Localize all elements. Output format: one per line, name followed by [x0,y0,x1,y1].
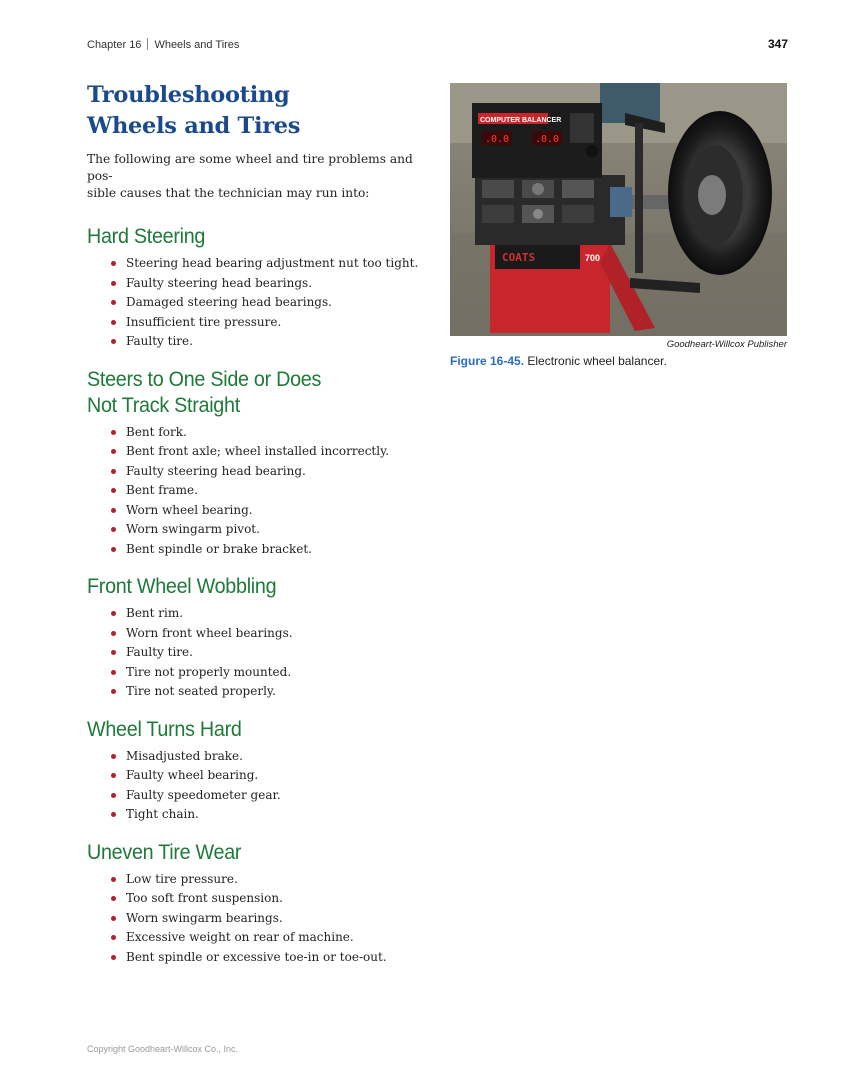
bullet-list [87,423,432,560]
running-header [87,37,788,53]
wheel-balancer-illustration [450,83,787,336]
list-item [107,332,432,352]
bullet-icon [111,469,116,474]
bullet-icon [111,754,116,759]
list-item-text: Faulty steering head bearings. [126,275,313,290]
list-item-text: Bent front axle; wheel installed incorrectly. [126,444,390,458]
list-item-text: Faulty tire. [126,645,193,659]
wheel-balancer-photo [450,83,787,336]
list-item [107,274,432,294]
bullet-icon [111,488,116,493]
list-item-text: Damaged steering head bearings. [126,295,332,309]
list-item-text: Insufficient tire pressure. [126,314,282,329]
section-heading-line-1: Hard Steering [87,225,206,248]
list-item [107,747,432,767]
bullet-icon [111,339,116,344]
list-item [107,481,432,501]
bullet-icon [111,261,116,266]
bullet-icon [111,547,116,552]
list-item [107,501,432,521]
list-item [107,423,432,443]
chapter-number: Chapter 16 [87,39,142,51]
bullet-icon [111,955,116,960]
list-item [107,442,432,462]
section-heading-line-1: Wheel Turns Hard [87,717,242,741]
readout-left: .0.0 [485,134,510,145]
bullet-icon [111,935,116,940]
section [87,367,432,560]
bullet-icon [111,281,116,286]
bullet-list [87,604,432,702]
section-heading-line-1: Front Wheel Wobbling [87,575,277,598]
figure-caption [450,354,667,368]
section-heading [87,224,411,250]
bullet-icon [111,449,116,454]
list-item [107,604,432,624]
list-item-text: Faulty wheel bearing. [126,768,259,782]
section-heading [87,717,411,743]
chapter-label [87,38,239,51]
list-item [107,805,432,825]
section-heading [87,367,411,419]
copyright-footer: Copyright Goodheart-Willcox Co., Inc. [87,1044,239,1054]
list-item [107,293,432,313]
list-item [107,462,432,482]
list-item-text: Tight chain. [126,807,199,821]
list-item-text: Worn swingarm bearings. [126,910,283,925]
bullet-icon [111,896,116,901]
list-item [107,540,432,560]
list-item-text: Worn swingarm pivot. [126,522,260,536]
bullet-icon [111,508,116,513]
list-item [107,948,432,968]
list-item-text: Bent frame. [126,483,198,497]
intro-line-1: The following are some wheel and tire problems and pos- [87,152,413,183]
section [87,574,432,702]
list-item [107,624,432,644]
bullet-icon [111,631,116,636]
list-item [107,928,432,948]
section [87,717,432,825]
list-item [107,870,432,890]
section [87,840,432,968]
list-item [107,766,432,786]
section-heading-line-1: Uneven Tire Wear [87,840,242,864]
bullet-list [87,870,432,968]
page-title [87,80,432,142]
header-divider [147,38,148,50]
list-item [107,254,432,274]
bullet-icon [111,670,116,675]
section [87,224,432,352]
list-item [107,682,432,702]
list-item-text: Low tire pressure. [126,871,238,886]
section-heading-line-1: Steers to One Side or Does [87,367,322,391]
list-item-text: Bent fork. [126,424,187,439]
list-item [107,643,432,663]
list-item-text: Worn wheel bearing. [126,502,253,517]
brand-decal: COATS [502,251,536,264]
list-item-text: Steering head bearing adjustment nut too tight. [126,256,419,270]
list-item-text: Misadjusted brake. [126,748,243,763]
bullet-icon [111,916,116,921]
bullet-icon [111,793,116,798]
bullet-icon [111,650,116,655]
bullet-icon [111,812,116,817]
list-item-text: Faulty tire. [126,334,193,348]
list-item-text: Excessive weight on rear of machine. [126,930,354,944]
section-heading-line-2: Not Track Straight [87,393,240,417]
list-item-text: Tire not properly mounted. [126,664,292,679]
list-item [107,786,432,806]
bullet-list [87,747,432,825]
troubleshooting-sections [87,224,432,967]
bullet-icon [111,430,116,435]
intro-line-2: sible causes that the technician may run into: [87,186,370,200]
list-item-text: Bent spindle or brake bracket. [126,541,312,556]
list-item-text: Worn front wheel bearings. [126,625,293,640]
main-column [87,80,432,967]
bullet-icon [111,877,116,882]
bullet-icon [111,320,116,325]
section-heading [87,840,411,866]
page-number: 347 [767,37,788,51]
list-item-text: Bent rim. [126,606,184,620]
list-item [107,313,432,333]
list-item [107,889,432,909]
photo-credit: Goodheart-Willcox Publisher [666,339,787,350]
readout-right: .0.0 [535,134,560,145]
list-item [107,520,432,540]
bullet-icon [111,300,116,305]
chapter-title: Wheels and Tires [154,39,240,51]
panel-label: COMPUTER BALANCER [480,117,562,124]
list-item-text: Bent spindle or excessive toe-in or toe-out. [126,949,387,964]
list-item-text: Faulty steering head bearing. [126,463,306,478]
figure-number: Figure 16-45. [450,354,525,368]
section-heading [87,574,411,600]
intro-paragraph [87,151,432,202]
list-item [107,663,432,683]
figure-caption-text: Electronic wheel balancer. [527,354,667,368]
model-decal: 700 [585,253,601,263]
list-item-text: Too soft front suspension. [126,891,283,905]
bullet-icon [111,611,116,616]
list-item [107,909,432,929]
bullet-icon [111,689,116,694]
bullet-icon [111,773,116,778]
list-item-text: Tire not seated properly. [126,684,276,698]
title-line-2: Wheels and Tires [87,113,301,139]
title-line-1: Troubleshooting [87,82,290,108]
list-item-text: Faulty speedometer gear. [126,787,281,802]
bullet-list [87,254,432,352]
bullet-icon [111,527,116,532]
